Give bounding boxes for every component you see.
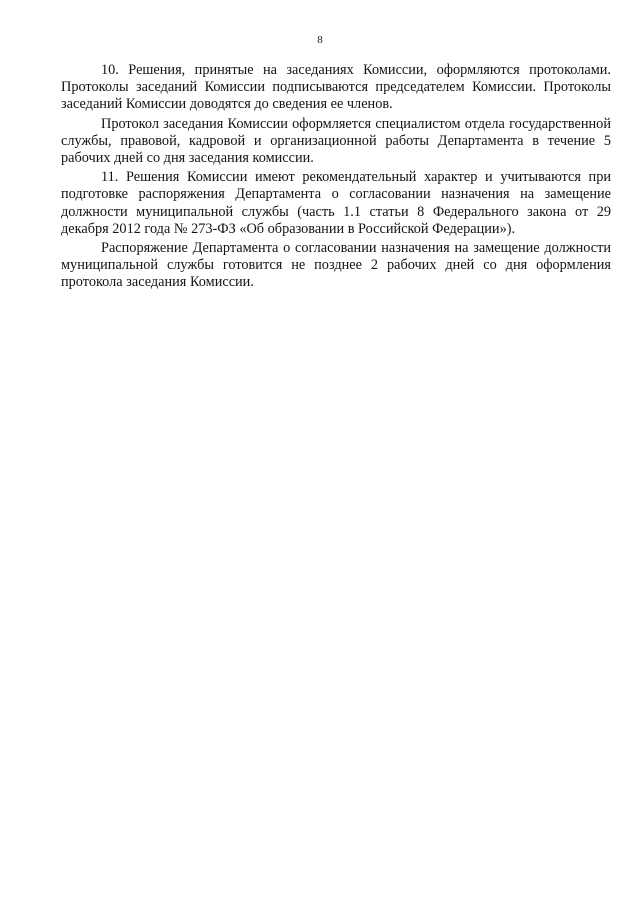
document-body: [61, 62, 611, 294]
page-number: 8: [317, 34, 323, 46]
paragraph-protocol-preparation: Протокол заседания Комиссии оформляется специалистом отдела государственной службы, правовой, кадровой и организационной работы Департамента в течение 5 рабочих дней со дня заседания комиссии.: [61, 115, 611, 167]
paragraph-order-deadline: Распоряжение Департамента о согласовании назначения на замещение должности муниципальной службы готовится не позднее 2 рабочих дней со дня оформления протокола заседания Комиссии.: [61, 240, 611, 291]
paragraph-recommendations: 11. Решения Комиссии имеют рекомендательный характер и учитываются при подготовке распоряжения Департамента о согласовании назначения на замещение должности муниципальной службы (часть 1.1 статьи 8 Федерального закона от 29 декабря 2012 года № 273-ФЗ «Об образовании в Российской Федерации»).: [61, 169, 611, 237]
paragraph-decisions-protocols: 10. Решения, принятые на заседаниях Комиссии, оформляются протоколами. Протоколы заседаний Комиссии подписываются председателем Комиссии. Протоколы заседаний Комиссии доводятся до сведения ее членов.: [61, 62, 611, 113]
